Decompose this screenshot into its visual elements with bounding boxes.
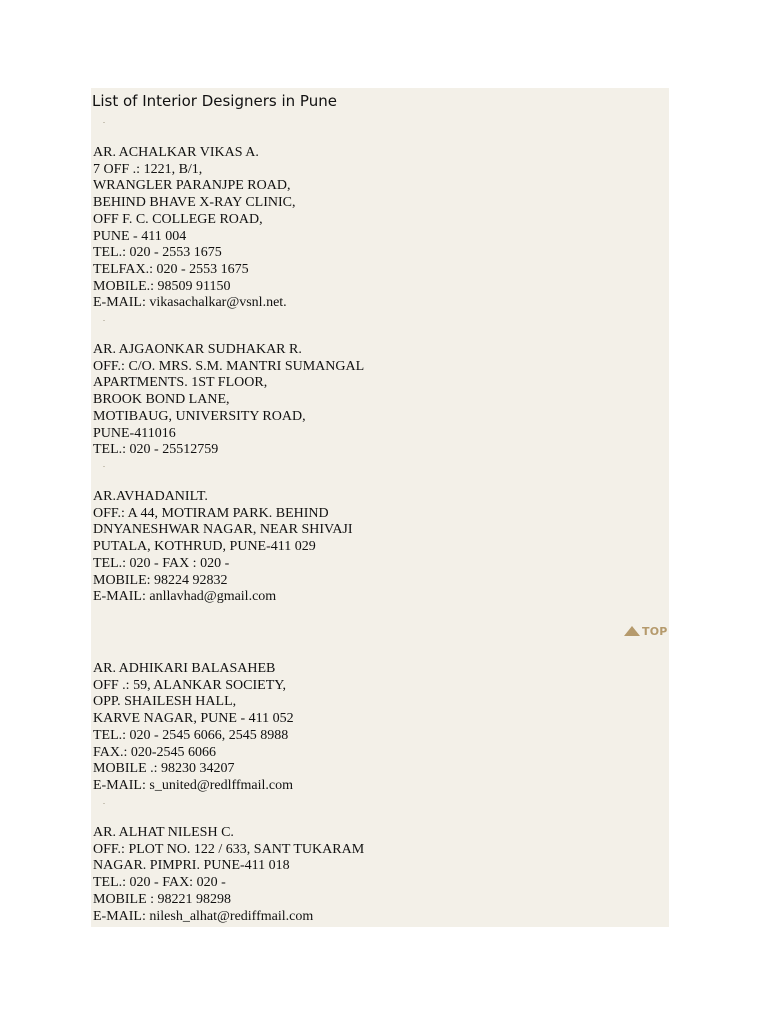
phone-line: TEL.: 020 - 2545 6066, 2545 8988 [93, 727, 289, 743]
address-line: WRANGLER PARANJPE ROAD, [93, 178, 291, 194]
email-line: E-MAIL: vikasachalkar@vsnl.net. [93, 295, 287, 311]
mobile-line: MOBILE.: 98509 91150 [93, 278, 231, 294]
designer-entry [93, 825, 364, 925]
designer-entry [93, 342, 364, 459]
address-line: APARTMENTS. 1ST FLOOR, [93, 375, 268, 391]
address-line: PUTALA, KOTHRUD, PUNE-411 029 [93, 539, 316, 555]
phone-line: TEL.: 020 - 25512759 [93, 442, 219, 458]
separator-mark [103, 320, 105, 321]
address-line: 7 OFF .: 1221, B/1, [93, 161, 203, 177]
address-line: OFF.: C/O. MRS. S.M. MANTRI SUMANGAL [93, 358, 365, 374]
designer-entry [93, 661, 294, 795]
back-to-top-link[interactable] [624, 624, 668, 638]
address-line: PUNE-411016 [93, 425, 176, 441]
address-line: BROOK BOND LANE, [93, 392, 230, 408]
top-link-label: TOP [642, 624, 668, 638]
address-line: OFF F. C. COLLEGE ROAD, [93, 211, 263, 227]
fax-line: FAX.: 020-2545 6066 [93, 744, 217, 760]
page-title: List of Interior Designers in Pune [92, 92, 337, 110]
separator-mark [103, 803, 105, 804]
mobile-line: MOBILE .: 98230 34207 [93, 761, 235, 777]
designer-name: AR. ALHAT NILESH C. [93, 825, 234, 840]
address-line: OFF .: 59, ALANKAR SOCIETY, [93, 677, 287, 693]
phone-line: TEL.: 020 - FAX : 020 - [93, 555, 230, 571]
address-line: PUNE - 411 004 [93, 228, 187, 244]
designer-name: AR. ADHIKARI BALASAHEB [93, 661, 276, 676]
email-line: E-MAIL: anllavhad@gmail.com [93, 589, 277, 605]
mobile-line: MOBILE : 98221 98298 [93, 891, 232, 907]
designer-name: AR. AJGAONKAR SUDHAKAR R. [93, 342, 302, 357]
address-line: BEHIND BHAVE X-RAY CLINIC, [93, 195, 296, 211]
designer-name: AR. ACHALKAR VIKAS A. [93, 145, 259, 160]
email-line: E-MAIL: nilesh_alhat@rediffmail.com [93, 908, 314, 924]
address-line: NAGAR. PIMPRI. PUNE-411 018 [93, 858, 290, 874]
address-line: OPP. SHAILESH HALL, [93, 694, 237, 710]
telfax-line: TELFAX.: 020 - 2553 1675 [93, 261, 249, 277]
address-line: DNYANESHWAR NAGAR, NEAR SHIVAJI [93, 522, 353, 538]
email-line: E-MAIL: s_united@redlffmail.com [93, 777, 294, 793]
address-line: OFF.: PLOT NO. 122 / 633, SANT TUKARAM [93, 841, 365, 857]
designer-name: AR.AVHADANILT. [93, 489, 208, 504]
separator-mark [103, 122, 105, 123]
designer-entry [93, 489, 353, 606]
up-arrow-icon [624, 626, 640, 636]
phone-line: TEL.: 020 - 2553 1675 [93, 245, 222, 261]
mobile-line: MOBILE: 98224 92832 [93, 572, 228, 588]
address-line: KARVE NAGAR, PUNE - 411 052 [93, 711, 294, 727]
address-line: OFF.: A 44, MOTIRAM PARK. BEHIND [93, 505, 329, 521]
designer-entry [93, 145, 296, 312]
phone-line: TEL.: 020 - FAX: 020 - [93, 875, 226, 891]
address-line: MOTIBAUG, UNIVERSITY ROAD, [93, 408, 306, 424]
separator-mark [103, 466, 105, 467]
